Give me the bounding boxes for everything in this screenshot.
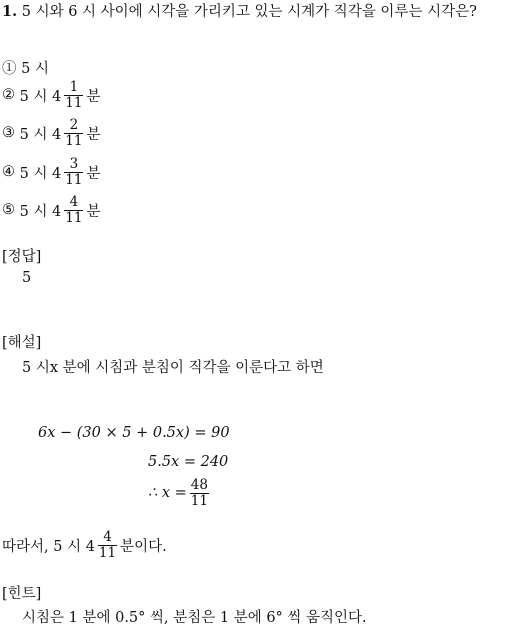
choice-marker: ⑤ [2, 202, 15, 219]
fraction [64, 195, 83, 226]
question-number: 1. [2, 3, 18, 20]
fraction [190, 478, 209, 509]
choice-suffix: 분 [86, 126, 101, 143]
choice-2[interactable] [2, 80, 101, 111]
fraction [98, 530, 117, 561]
hint-heading: [힌트] [2, 586, 42, 602]
choice-text: 5 시 [21, 61, 49, 77]
explanation-heading: [해설] [2, 335, 42, 351]
choice-marker: ④ [2, 164, 15, 181]
conclusion-prefix: 따라서, 5 시 4 [2, 538, 95, 555]
fraction-denominator: 11 [65, 132, 83, 149]
choice-4[interactable] [2, 157, 101, 188]
conclusion-suffix: 분이다. [120, 538, 167, 555]
choice-suffix: 분 [86, 88, 101, 105]
choice-1[interactable] [2, 57, 49, 78]
fraction-denominator: 11 [65, 94, 83, 111]
choice-text: 5 시 4 [19, 126, 62, 143]
fraction-denominator: 11 [65, 171, 83, 188]
fraction-numerator: 3 [69, 156, 79, 172]
choice-5[interactable] [2, 195, 101, 226]
choice-marker: ③ [2, 125, 15, 142]
choice-text: 5 시 4 [19, 203, 62, 220]
explanation-intro: 5 시x 분에 시침과 분침이 직각을 이룬다고 하면 [22, 360, 324, 376]
fraction-numerator: 2 [69, 117, 79, 133]
answer-heading: [정답] [2, 249, 42, 265]
question [2, 0, 477, 21]
fraction-numerator: 1 [69, 79, 79, 95]
choice-text: 5 시 4 [19, 165, 62, 182]
fraction-denominator: 11 [65, 209, 83, 226]
fraction-numerator: 48 [190, 477, 208, 493]
choice-marker: ② [2, 87, 15, 104]
choice-suffix: 분 [86, 203, 101, 220]
hint-text: 시침은 1 분에 0.5° 씩, 분침은 1 분에 6° 씩 움직인다. [22, 610, 367, 626]
fraction [64, 80, 83, 111]
equation-prefix: ∴ x = [148, 485, 187, 502]
choice-marker: ① [2, 61, 17, 77]
choice-3[interactable] [2, 118, 101, 149]
fraction [64, 118, 83, 149]
fraction-numerator: 4 [69, 194, 79, 210]
equation-line-1: 6x − (30 × 5 + 0.5x) = 90 [38, 425, 230, 441]
fraction [64, 157, 83, 188]
question-text: 5 시와 6 시 사이에 시각을 가리키고 있는 시계가 직각을 이루는 시각은? [21, 4, 477, 20]
fraction-denominator: 11 [190, 492, 208, 509]
answer-value: 5 [22, 270, 32, 286]
fraction-denominator: 11 [98, 544, 117, 561]
equation-line-3 [148, 478, 212, 509]
choice-suffix: 분 [86, 165, 101, 182]
choice-text: 5 시 4 [19, 88, 62, 105]
fraction-numerator: 4 [103, 529, 112, 545]
equation-line-2: 5.5x = 240 [148, 454, 229, 470]
conclusion [2, 530, 167, 561]
